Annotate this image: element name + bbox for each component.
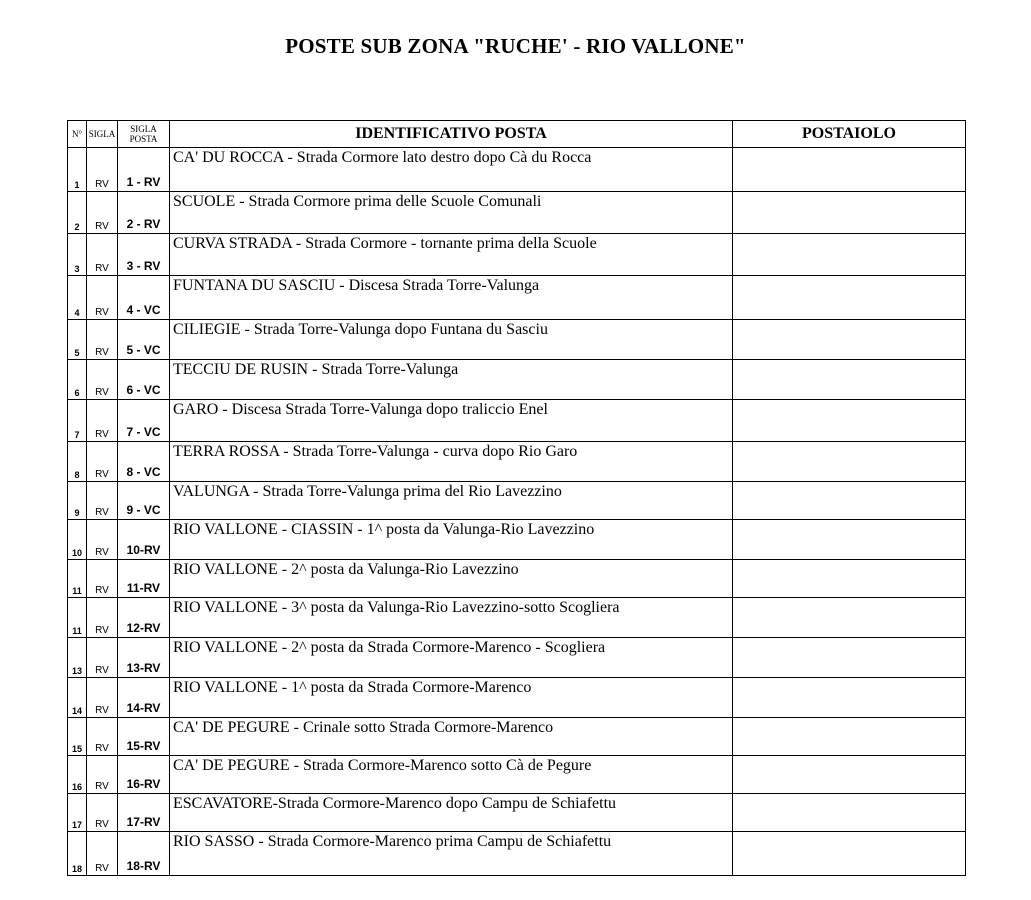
row-sigla-posta: 3 - RV [118,234,170,276]
row-postaiolo[interactable] [733,794,966,832]
row-number: 15 [68,718,87,756]
page-title: POSTE SUB ZONA "RUCHE' - RIO VALLONE" [285,34,746,58]
row-postaiolo[interactable] [733,192,966,234]
row-number: 4 [68,276,87,320]
row-postaiolo[interactable] [733,520,966,560]
row-number: 3 [68,234,87,276]
table-row [68,482,966,520]
row-sigla-posta: 16-RV [118,756,170,794]
row-identificativo: CA' DE PEGURE - Strada Cormore-Marenco sotto Cà de Pegure [170,756,733,794]
row-postaiolo[interactable] [733,320,966,360]
table-row [68,794,966,832]
row-sigla: RV [87,360,118,400]
row-sigla: RV [87,678,118,718]
row-sigla-posta: 2 - RV [118,192,170,234]
header-sigla: SIGLA [87,121,118,148]
table-row [68,678,966,718]
row-identificativo: RIO VALLONE - 2^ posta da Valunga-Rio Lavezzino [170,560,733,598]
table-row [68,520,966,560]
row-identificativo: TERRA ROSSA - Strada Torre-Valunga - curva dopo Rio Garo [170,442,733,482]
row-identificativo: RIO VALLONE - 3^ posta da Valunga-Rio Lavezzino-sotto Scogliera [170,598,733,638]
row-number: 2 [68,192,87,234]
row-sigla-posta: 9 - VC [118,482,170,520]
row-number: 14 [68,678,87,718]
row-postaiolo[interactable] [733,400,966,442]
row-sigla-posta: 8 - VC [118,442,170,482]
table-row [68,638,966,678]
header-num: N° [68,121,87,148]
row-postaiolo[interactable] [733,442,966,482]
table-row [68,192,966,234]
row-sigla: RV [87,638,118,678]
row-postaiolo[interactable] [733,560,966,598]
row-number: 10 [68,520,87,560]
row-identificativo: VALUNGA - Strada Torre-Valunga prima del Rio Lavezzino [170,482,733,520]
row-number: 13 [68,638,87,678]
row-sigla: RV [87,560,118,598]
table-row [68,276,966,320]
row-sigla: RV [87,192,118,234]
row-sigla: RV [87,520,118,560]
row-postaiolo[interactable] [733,638,966,678]
row-sigla-posta: 4 - VC [118,276,170,320]
row-postaiolo[interactable] [733,234,966,276]
row-postaiolo[interactable] [733,832,966,876]
row-postaiolo[interactable] [733,598,966,638]
header-sigla-posta-line1: SIGLA [130,124,157,134]
row-number: 11 [68,598,87,638]
table-row [68,756,966,794]
row-postaiolo[interactable] [733,718,966,756]
row-sigla: RV [87,832,118,876]
header-sigla-posta [118,121,170,148]
row-identificativo: ESCAVATORE-Strada Cormore-Marenco dopo Campu de Schiafettu [170,794,733,832]
row-postaiolo[interactable] [733,678,966,718]
table-row [68,360,966,400]
row-sigla-posta: 5 - VC [118,320,170,360]
row-postaiolo[interactable] [733,276,966,320]
row-identificativo: RIO VALLONE - CIASSIN - 1^ posta da Valunga-Rio Lavezzino [170,520,733,560]
row-sigla-posta: 13-RV [118,638,170,678]
row-identificativo: RIO VALLONE - 1^ posta da Strada Cormore-Marenco [170,678,733,718]
poste-table [67,120,966,876]
row-number: 5 [68,320,87,360]
row-number: 8 [68,442,87,482]
row-identificativo: CURVA STRADA - Strada Cormore - tornante prima della Scuole [170,234,733,276]
row-sigla-posta: 6 - VC [118,360,170,400]
table-row [68,400,966,442]
row-postaiolo[interactable] [733,756,966,794]
table-row [68,234,966,276]
row-number: 6 [68,360,87,400]
row-number: 7 [68,400,87,442]
table-row [68,598,966,638]
table-header-row [68,121,966,148]
row-identificativo: RIO SASSO - Strada Cormore-Marenco prima Campu de Schiafettu [170,832,733,876]
row-sigla-posta: 1 - RV [118,148,170,192]
row-number: 1 [68,148,87,192]
header-identificativo: IDENTIFICATIVO POSTA [170,121,733,148]
row-identificativo: CA' DU ROCCA - Strada Cormore lato destro dopo Cà du Rocca [170,148,733,192]
row-sigla-posta: 11-RV [118,560,170,598]
row-sigla: RV [87,234,118,276]
row-sigla-posta: 12-RV [118,598,170,638]
row-sigla: RV [87,400,118,442]
row-number: 11 [68,560,87,598]
row-number: 9 [68,482,87,520]
row-sigla: RV [87,320,118,360]
table-row [68,320,966,360]
row-sigla: RV [87,794,118,832]
table-row [68,560,966,598]
row-sigla: RV [87,276,118,320]
row-sigla-posta: 17-RV [118,794,170,832]
row-number: 17 [68,794,87,832]
table-row [68,718,966,756]
row-identificativo: GARO - Discesa Strada Torre-Valunga dopo traliccio Enel [170,400,733,442]
row-sigla: RV [87,442,118,482]
table-row [68,832,966,876]
row-sigla: RV [87,482,118,520]
row-identificativo: RIO VALLONE - 2^ posta da Strada Cormore-Marenco - Scogliera [170,638,733,678]
row-sigla: RV [87,718,118,756]
row-sigla: RV [87,598,118,638]
header-postaiolo: POSTAIOLO [733,121,966,148]
header-sigla-posta-line2: POSTA [129,134,158,144]
row-sigla-posta: 10-RV [118,520,170,560]
row-identificativo: CA' DE PEGURE - Crinale sotto Strada Cormore-Marenco [170,718,733,756]
row-postaiolo[interactable] [733,360,966,400]
table-row [68,148,966,192]
row-number: 18 [68,832,87,876]
row-sigla: RV [87,756,118,794]
row-identificativo: SCUOLE - Strada Cormore prima delle Scuole Comunali [170,192,733,234]
row-postaiolo[interactable] [733,148,966,192]
row-sigla-posta: 14-RV [118,678,170,718]
row-identificativo: TECCIU DE RUSIN - Strada Torre-Valunga [170,360,733,400]
row-sigla-posta: 15-RV [118,718,170,756]
row-sigla-posta: 18-RV [118,832,170,876]
row-sigla-posta: 7 - VC [118,400,170,442]
row-number: 16 [68,756,87,794]
row-identificativo: FUNTANA DU SASCIU - Discesa Strada Torre-Valunga [170,276,733,320]
row-identificativo: CILIEGIE - Strada Torre-Valunga dopo Funtana du Sasciu [170,320,733,360]
table-row [68,442,966,482]
row-postaiolo[interactable] [733,482,966,520]
row-sigla: RV [87,148,118,192]
